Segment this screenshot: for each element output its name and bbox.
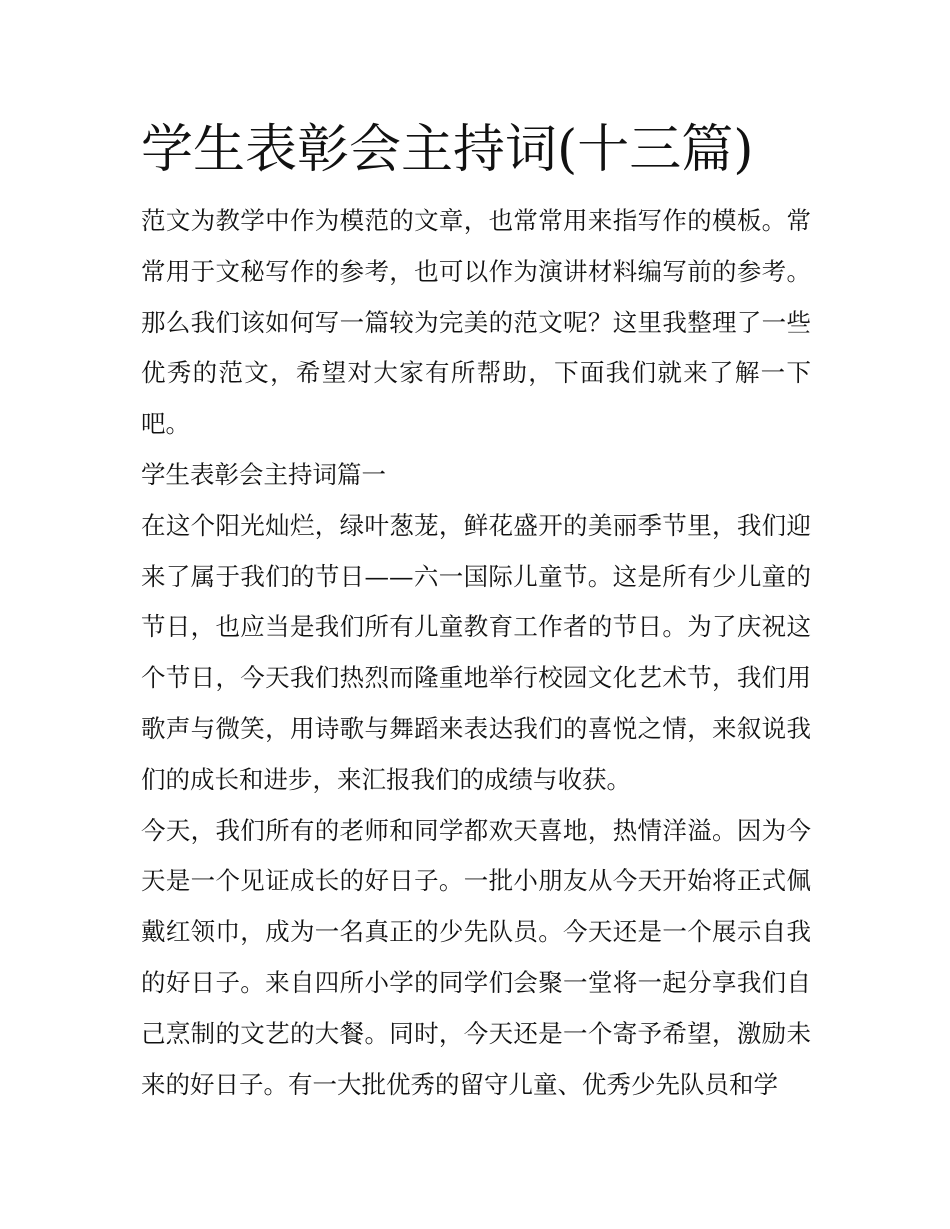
intro-paragraph: 范文为教学中作为模范的文章，也常常用来指写作的模板。常常用于文秘写作的参考，也可以作为演讲材料编写前的参考。那么我们该如何写一篇较为完美的范文呢？这里我整理了一些优秀的范文，希望对大家有所帮助，下面我们就来了解一下吧。 (141, 206, 811, 439)
document-title: 学生表彰会主持词(十三篇) (141, 120, 754, 180)
document-body (141, 112, 811, 1110)
section-heading: 学生表彰会主持词篇一 (141, 459, 386, 489)
body-paragraph-2: 今天，我们所有的老师和同学都欢天喜地，热情洋溢。因为今天是一个见证成长的好日子。一批小朋友从今天开始将正式佩戴红领巾，成为一名真正的少先队员。今天还是一个展示自我的好日子。来自四所小学的同学们会聚一堂将一起分享我们自己烹制的文艺的大餐。同时，今天还是一个寄予希望，激励未来的好日子。有一大批优秀的留守儿童、优秀少先队员和学 (141, 815, 811, 1099)
body-paragraph-1: 在这个阳光灿烂，绿叶葱茏，鲜花盛开的美丽季节里，我们迎来了属于我们的节日——六一国际儿童节。这是所有少儿童的节日，也应当是我们所有儿童教育工作者的节日。为了庆祝这个节日，今天我们热烈而隆重地举行校园文化艺术节，我们用歌声与微笑，用诗歌与舞蹈来表达我们的喜悦之情，来叙说我们的成长和进步，来汇报我们的成绩与收获。 (141, 510, 811, 794)
